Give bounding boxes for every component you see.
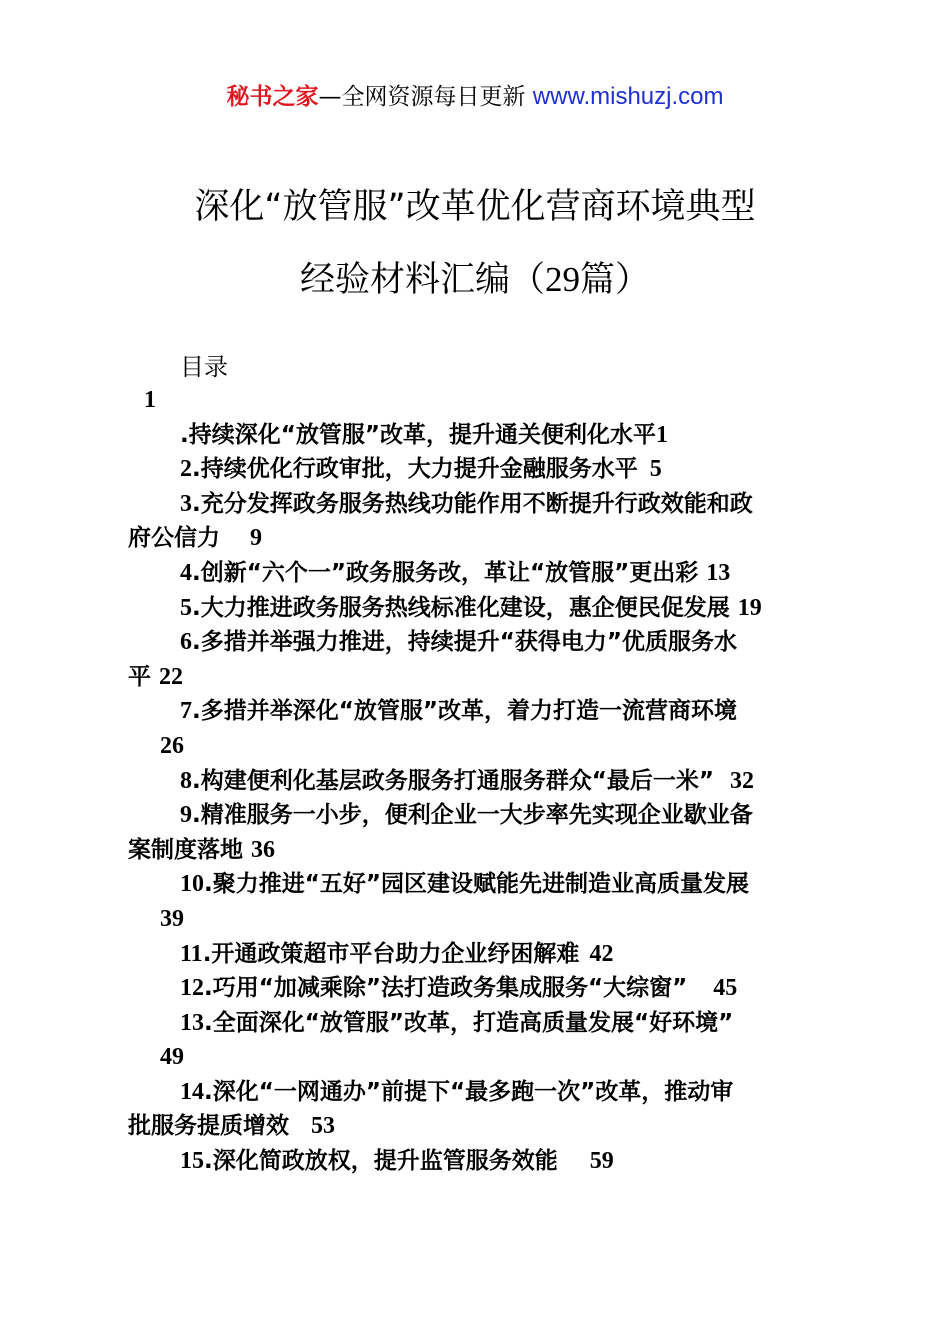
toc-item-page: 5: [649, 456, 662, 483]
toc-item-title: .巧用“加减乘除”法打造政务集成服务“大综窗”: [204, 975, 688, 1002]
toc-item-number: 3: [180, 490, 192, 517]
title-line2-text: 经验材料汇编（: [299, 260, 545, 300]
toc-item-number: 12: [180, 975, 204, 1002]
table-of-contents: [128, 383, 833, 1179]
toc-item-title: 府公信力: [128, 525, 220, 552]
toc-item-link[interactable]: [128, 971, 833, 1006]
toc-item-page: 45: [713, 975, 738, 1002]
site-header: [0, 80, 950, 114]
toc-item-number: 10: [180, 871, 204, 898]
toc-item-number: 2: [180, 456, 192, 483]
toc-item-page: 9: [250, 525, 262, 552]
toc-item-number: 15: [180, 1148, 204, 1175]
toc-item-link[interactable]: [128, 1075, 833, 1110]
toc-item-link[interactable]: [128, 694, 833, 729]
toc-item-title: .充分发挥政务服务热线功能作用不断提升行政效能和政: [192, 490, 753, 517]
toc-item-number: 4: [180, 559, 192, 586]
toc-item-number: 5: [180, 594, 192, 621]
toc-item-title: 案制度落地: [128, 836, 243, 863]
toc-item-number: 6: [180, 629, 192, 656]
toc-item-number: 1: [144, 387, 156, 413]
toc-item-link[interactable]: [128, 1144, 833, 1179]
toc-item-continuation[interactable]: [128, 729, 833, 764]
toc-item-link[interactable]: [128, 764, 833, 799]
toc-item-link[interactable]: [128, 556, 833, 591]
toc-item-number: 7: [180, 698, 192, 725]
toc-item-number: 8: [180, 767, 192, 794]
site-brand: 秘书之家: [226, 84, 319, 110]
toc-item-link[interactable]: [128, 487, 833, 522]
toc-item-number: 11: [180, 940, 203, 967]
toc-item-continuation[interactable]: [128, 660, 833, 695]
toc-item-title: .全面深化“放管服”改革，打造高质量发展“好环境”: [204, 1009, 734, 1036]
toc-item-link[interactable]: [128, 625, 833, 660]
toc-item-page: 1: [655, 421, 668, 448]
toc-item-title: .精准服务一小步，便利企业一大步率先实现企业歇业备: [192, 802, 753, 829]
toc-item-page: 42: [589, 940, 614, 967]
toc-item-link[interactable]: [128, 937, 833, 972]
toc-item-title: .持续深化“放管服”改革，提升通关便利化水平: [180, 421, 656, 448]
site-url-link[interactable]: www.mishuzj.com: [532, 83, 724, 110]
toc-item-title: .开通政策超市平台助力企业纾困解难: [202, 940, 580, 967]
toc-item-link[interactable]: [128, 418, 833, 453]
toc-item-link[interactable]: [128, 591, 833, 626]
toc-item-number: 14: [180, 1078, 204, 1105]
toc-item-link[interactable]: [128, 798, 833, 833]
toc-item-title: .聚力推进“五好”园区建设赋能先进制造业高质量发展: [204, 871, 749, 898]
document-title-line2: [0, 255, 950, 305]
toc-item-link[interactable]: [128, 452, 833, 487]
toc-item-continuation[interactable]: [128, 902, 833, 937]
site-tagline: —全网资源每日更新: [318, 84, 526, 110]
title-line2-end: 篇）: [580, 260, 651, 300]
toc-item-number: 13: [180, 1009, 204, 1036]
toc-item-title: .深化简政放权，提升监管服务效能: [204, 1148, 558, 1175]
toc-item-page: 13: [706, 559, 731, 586]
toc-item-title: .深化“一网通办”前提下“最多跑一次”改革，推动审: [204, 1078, 734, 1105]
toc-line: [128, 383, 833, 418]
toc-item-continuation[interactable]: [128, 521, 833, 556]
toc-item-title: .多措并举深化“放管服”改革，着力打造一流营商环境: [192, 698, 737, 725]
toc-item-page: 26: [160, 732, 184, 759]
toc-item-title: .创新“六个一”政务服务改，革让“放管服”更出彩: [192, 559, 699, 586]
toc-item-title: 平: [128, 663, 151, 690]
toc-item-title: 批服务提质增效: [128, 1113, 289, 1140]
toc-item-page: 32: [729, 767, 754, 794]
toc-item-page: 36: [251, 836, 275, 863]
toc-item-page: 59: [589, 1148, 614, 1175]
toc-item-link[interactable]: [128, 867, 833, 902]
toc-item-page: 39: [160, 905, 184, 932]
toc-item-title: .大力推进政务服务热线标准化建设，惠企便民促发展: [192, 594, 730, 621]
toc-item-number: 9: [180, 802, 192, 829]
toc-item-title: .持续优化行政审批，大力提升金融服务水平: [192, 456, 638, 483]
toc-item-page: 49: [160, 1044, 184, 1071]
toc-item-link[interactable]: [128, 1006, 833, 1041]
toc-item-title: .构建便利化基层政务服务打通服务群众“最后一米”: [192, 767, 714, 794]
title-line2-number: 29: [545, 260, 580, 299]
document-title-line1: 深化“放管服”改革优化营商环境典型: [194, 187, 756, 227]
toc-item-page: 53: [311, 1113, 335, 1140]
toc-item-title: .多措并举强力推进，持续提升“获得电力”优质服务水: [192, 629, 737, 656]
toc-item-continuation[interactable]: [128, 1040, 833, 1075]
toc-item-continuation[interactable]: [128, 1109, 833, 1144]
toc-item-page: 19: [737, 594, 762, 621]
toc-item-continuation[interactable]: [128, 833, 833, 868]
toc-heading: 目录: [180, 353, 228, 381]
toc-item-page: 22: [159, 663, 183, 690]
